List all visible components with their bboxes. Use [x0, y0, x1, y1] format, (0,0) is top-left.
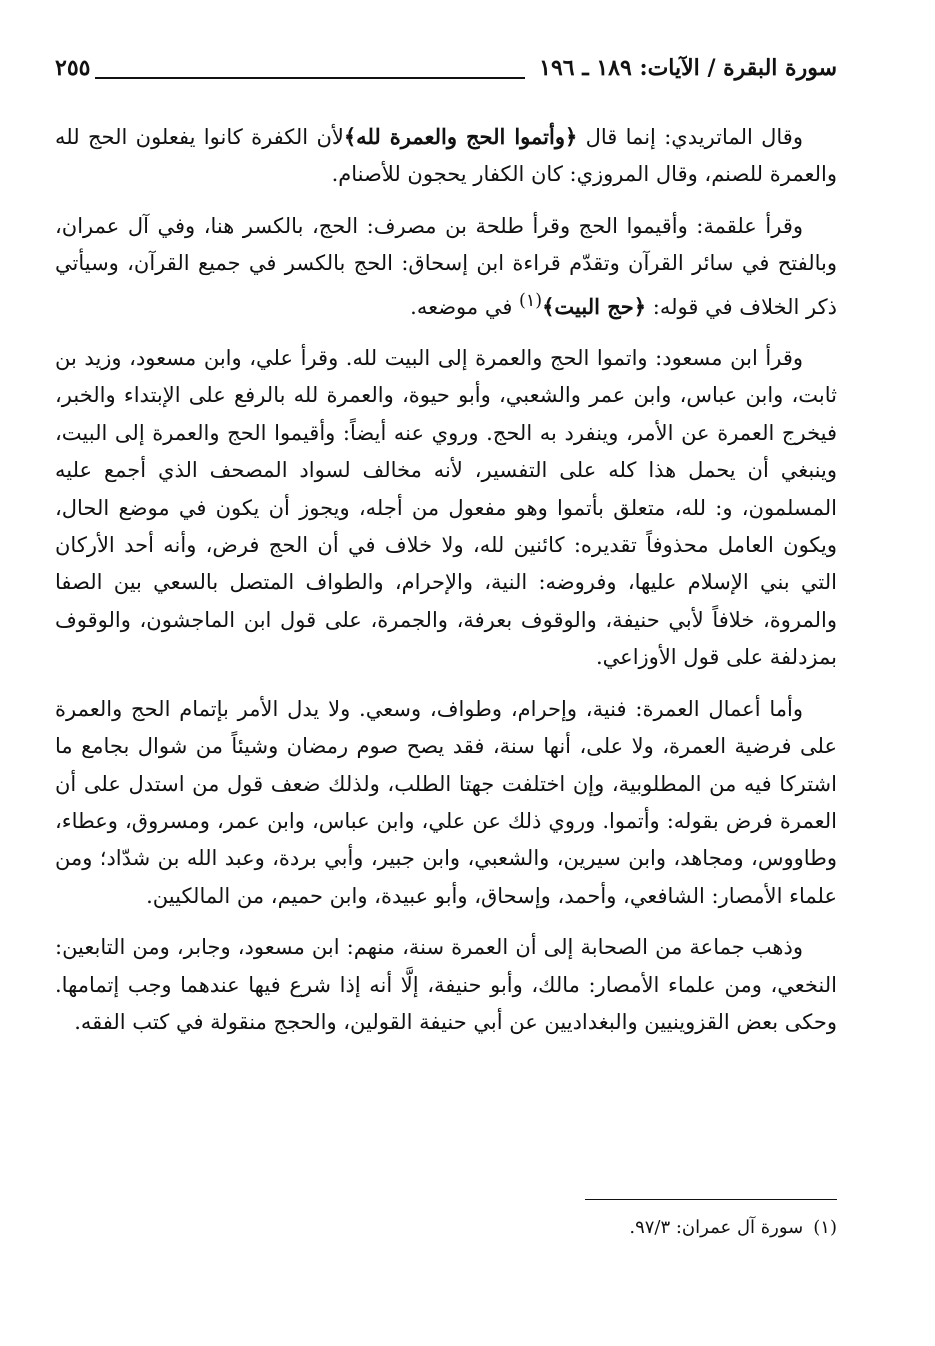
paragraph-umrah-acts: وأما أعمال العمرة: فنية، وإحرام، وطواف، وسعي. ولا يدل الأمر بإتمام الحج والعمرة على فرضية العمرة، ولا على، أنها سنة، فقد يصح صوم رمضان وشيئاً من شوال بجامع ما اشتركا فيه من المطلوبية، وإن اختلفت جهتا الطلب، ولذلك ضعف قول من استدل على أن العمرة فرض بقوله: وأتموا. وروي ذلك عن علي، وابن عباس، وابن عمر، ومسروق، وعطاء، وطاووس، ومجاهد، وابن سيرين، والشعبي، وابن جبير، وأبي بردة، وعبد الله بن شدّاد؛ ومن علماء الأمصار: الشافعي، وأحمد، وإسحاق، وأبو عبيدة، وابن حميم، من المالكيين.	[55, 696, 837, 908]
footnote-text: سورة آل عمران: ٩٧/٣.	[629, 1217, 804, 1238]
paragraph-alqama	[55, 208, 837, 326]
footnote	[55, 1214, 837, 1242]
paragraph-umrah-sunnah: وذهب جماعة من الصحابة إلى أن العمرة سنة، منهم: ابن مسعود، وجابر، ومن التابعين: النخعي، ومن علماء الأمصار: مالك، وأبو حنيفة، إلَّا أنه إذا شرع فيها عندهما وجب إتمامها. وحكى بعض القزوينيين والبغداديين عن أبي حنيفة القولين، والحجج منقولة في كتب الفقه.	[55, 935, 837, 1034]
main-text	[55, 118, 837, 1055]
page-header	[55, 55, 837, 95]
paragraph-text: وقال الماتريدي: إنما قال	[577, 125, 803, 149]
footnote-reference: (١)	[519, 290, 543, 311]
running-title: سورة البقرة / الآيات: ١٨٩ ـ ١٩٦	[539, 55, 837, 81]
footnote-mark: (١)	[813, 1217, 837, 1238]
paragraph-ibn-masud: وقرأ ابن مسعود: واتموا الحج والعمرة إلى البيت لله. وقرأ علي، وابن مسعود، وزيد بن ثابت، وابن عباس، وابن عمر والشعبي، وأبو حيوة، والعمرة لله بالرفع على الإبتداء والخبر، فيخرج العمرة عن الأمر، وينفرد به الحج. وروي عنه أيضاً: وأقيموا الحج والعمرة إلى البيت، وينبغي أن يحمل هذا كله على التفسير، لأنه مخالف لسواد المصحف الذي أجمع عليه المسلمون، و: لله، متعلق بأتموا وهو مفعول من أجله، ويجوز أن يكون في موضع الحال، ويكون العامل محذوفاً تقديره: كائنين لله، ولا خلاف في أن الحج فرض، وأنه أحد الأركان التي بني الإسلام عليها، وفروضه: النية، والإحرام، والطواف المتصل بالسعي بين الصفا والمروة، خلافاً لأبي حنيفة، والوقوف بعرفة، والجمرة، على قول ابن الماجشون، والوقوف بمزدلفة على قول الأوزاعي.	[55, 346, 837, 670]
quran-quote: ﴿وأتموا الحج والعمرة لله﴾	[343, 124, 578, 149]
footnote-separator	[585, 1199, 837, 1200]
paragraph-text: وقرأ علقمة: وأقيموا الحج وقرأ طلحة بن مصرف: الحج، بالكسر هنا، وفي آل عمران، وبالفتح في سائر القرآن وتقدّم قراءة ابن إسحاق: الحج بالكسر في جميع القرآن، وسيأتي ذكر الخلاف في قوله:	[55, 213, 837, 319]
paragraph-text: لأن الكفرة كانوا يفعلون الحج لله والعمرة للصنم، وقال المروزي: كان الكفار يحجون للأصنام.	[55, 125, 837, 187]
page-number: ٢٥٥	[55, 55, 91, 81]
paragraph-text: في موضعه.	[410, 294, 520, 319]
header-rule	[95, 77, 525, 79]
paragraph-maturidi	[55, 118, 837, 194]
quran-quote: ﴿حج البيت﴾	[542, 293, 647, 319]
